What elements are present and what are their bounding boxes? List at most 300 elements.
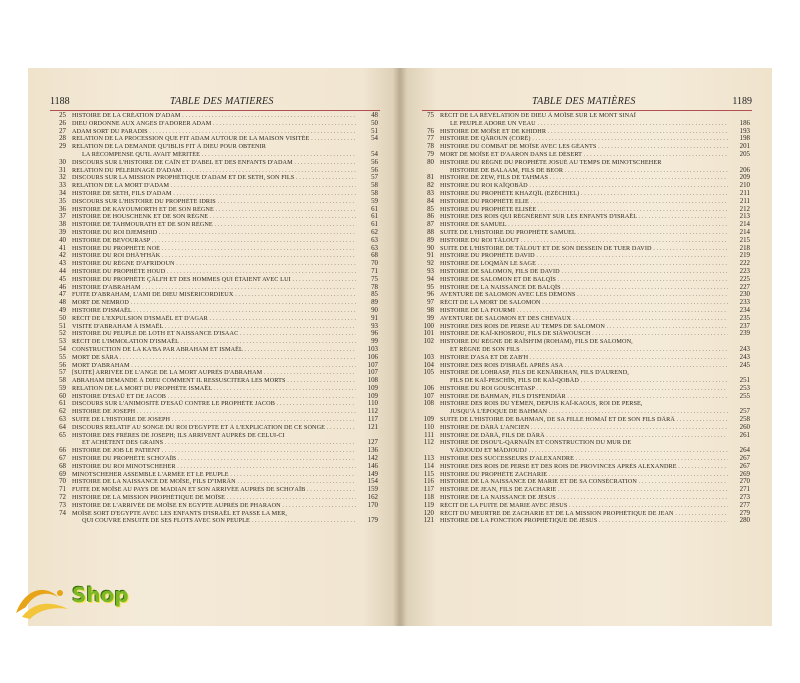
toc-entry-number: 48: [59, 299, 66, 307]
toc-entry-number: 77: [427, 135, 434, 143]
toc-entry-title: HISTOIRE DES ROIS QUI RÉGNÈRENT SUR LES ENFANTS D'ISRAËL . . .: [440, 213, 728, 221]
toc-entry-number: 66: [59, 447, 66, 455]
toc-entry-title: RELATION DU PÈLERINAGE D'ADAM . . .: [72, 167, 356, 175]
toc-entry-title: HISTOIRE DE MOÏSE ET DE KHIDHR . . .: [440, 128, 728, 136]
toc-entry-number: 38: [59, 221, 66, 229]
toc-entry-title: HISTOIRE DU RÈGNE DU PROPHÈTE JOSUÉ AU TEMPS DE MINOTSCHEHER: [440, 158, 662, 166]
toc-entry-title: SUITE DE L'HISTOIRE DU PROPHÈTE SAMUEL . . .: [440, 229, 728, 237]
toc-entry-number: 101: [423, 330, 434, 338]
toc-entry: [418, 330, 750, 338]
toc-entry-page: 96: [371, 330, 378, 338]
toc-entry-number: 31: [59, 166, 66, 174]
toc-entry-number: 83: [427, 189, 434, 197]
toc-entry-number: 71: [59, 486, 66, 494]
toc-entry: [50, 174, 378, 182]
toc-entry-page: 51: [371, 127, 378, 135]
toc-entry: [418, 284, 750, 292]
toc-entry-page: 264: [739, 447, 750, 455]
toc-entry: [50, 120, 378, 128]
toc-entry-number: 92: [427, 260, 434, 268]
toc-entry-page: 91: [371, 314, 378, 322]
toc-entry-page: 227: [739, 283, 750, 291]
toc-entry-number: 78: [427, 143, 434, 151]
toc-entry: [50, 307, 378, 315]
toc-entry-page: 258: [739, 416, 750, 424]
toc-entry-number: 108: [423, 400, 434, 408]
toc-entry-title: HISTOIRE DE HOUSCHENK ET DE SON RÈGNE . . .: [72, 213, 356, 221]
toc-entry: [418, 393, 750, 401]
toc-entry: [50, 229, 378, 237]
toc-entry-page: 206: [739, 166, 750, 174]
toc-entry-number: 68: [59, 462, 66, 470]
toc-entry-page: 117: [367, 416, 378, 424]
toc-entry-page: 225: [739, 275, 750, 283]
toc-entry: [50, 346, 378, 354]
toc-entry: [418, 245, 750, 253]
toc-entry: [50, 268, 378, 276]
toc-entry: [50, 439, 378, 447]
toc-entry: [418, 315, 750, 323]
toc-entry-title: HISTOIRE DU ROI KAÏQOBÂD . . .: [440, 182, 728, 190]
toc-entry: [418, 478, 750, 486]
toc-entry-page: 269: [739, 470, 750, 478]
toc-entry-page: 121: [367, 423, 378, 431]
toc-entry-title: MINOTSCHEHER ASSEMBLE L'ARMÉE ET LE PEUPLE . . .: [72, 471, 356, 479]
toc-entry-number: 115: [423, 470, 434, 478]
toc-entry-title: HISTOIRE DE SAMUEL . . .: [440, 221, 728, 229]
toc-entry: [50, 510, 378, 518]
toc-entry-page: 234: [739, 306, 750, 314]
toc-entry: [50, 159, 378, 167]
toc-entry: [50, 424, 378, 432]
toc-entry-title: HISTOIRE DE ZEW, FILS DE TAHMAS . . .: [440, 174, 728, 182]
toc-entry-page: 57: [371, 174, 378, 182]
toc-entry: [418, 323, 750, 331]
toc-entry-title: HISTOIRE DE LOQMÂN LE SAGE . . .: [440, 260, 728, 268]
toc-entry-page: 75: [371, 275, 378, 283]
toc-entry-page: 109: [367, 384, 378, 392]
toc-entry-number: 79: [427, 150, 434, 158]
toc-entry-title: MOÏSE SORT D'EGYPTE AVEC LES ENFANTS D'ISRAËL ET PASSE LA MER,: [72, 509, 287, 517]
toc-entry-page: 267: [739, 455, 750, 463]
toc-entry-title: HISTOIRE DU ROI GOUSCHTASP . . .: [440, 385, 728, 393]
toc-entry: [418, 159, 750, 167]
toc-entry-number: 51: [59, 322, 66, 330]
toc-entry-title: HISTOIRE DE LA MISSION PROPHÉTIQUE DE MOÏSE . . .: [72, 494, 356, 502]
toc-entry-page: 107: [367, 361, 378, 369]
toc-entry-title: HISTOIRE DE LA NAISSANCE DE JÉSUS . . .: [440, 494, 728, 502]
toc-entry-page: 223: [739, 267, 750, 275]
toc-entry-title: JUSQU'À L'ÉPOQUE DE BAHMAN . . .: [450, 408, 728, 416]
toc-entry-number: 114: [423, 462, 434, 470]
toc-entry-title: HISTOIRE DU RÈGNE DE RAÏSH'IM (ROHAM), FILS DE SALOMON,: [440, 338, 633, 346]
toc-entry-page: 50: [371, 119, 378, 127]
toc-entry-page: 253: [739, 384, 750, 392]
toc-entry-title: [SUITE] ARRIVÉE DE L'ANGE DE LA MORT AUPRÈS D'ABRAHAM . . .: [72, 369, 356, 377]
toc-entry: [50, 393, 378, 401]
toc-entry-title: HISTOIRE DE DÂRÂ L'ANCIEN . . .: [440, 424, 728, 432]
toc-entry: [50, 190, 378, 198]
toc-entry-title: AVENTURE DE SALOMON ET DES CHEVAUX . . .: [440, 315, 728, 323]
toc-entry-number: 36: [59, 205, 66, 213]
toc-entry: [418, 486, 750, 494]
toc-entry: [418, 112, 750, 120]
toc-entry-page: 70: [371, 260, 378, 268]
toc-entry-title: HISTOIRE DE TAHMOURATH ET DE SON RÈGNE . . .: [72, 221, 356, 229]
toc-entry-number: 96: [427, 291, 434, 299]
toc-entry-page: 146: [367, 462, 378, 470]
toc-entry: [50, 447, 378, 455]
toc-entry-page: 267: [739, 462, 750, 470]
toc-entry: [50, 151, 378, 159]
toc-entry-title: HISTOIRE DES ROIS DE PERSE AU TEMPS DE SALOMON . . .: [440, 323, 728, 331]
toc-entry-title: RÉCIT DE L'IMMOLATION D'ISMAËL . . .: [72, 338, 356, 346]
toc-entry: [418, 455, 750, 463]
toc-entry-page: 58: [371, 182, 378, 190]
toc-entry-title: HISTOIRE DES ROIS D'ISRAËL APRÈS ASA . . .: [440, 362, 728, 370]
toc-entry-number: 55: [59, 353, 66, 361]
toc-entry-page: 261: [739, 431, 750, 439]
toc-entry-page: 280: [739, 517, 750, 525]
toc-entry-number: 97: [427, 299, 434, 307]
toc-entry-page: 257: [739, 408, 750, 416]
toc-entry-title: RELATION DE LA MORT DU PROPHÈTE ISMAËL . . .: [72, 385, 356, 393]
toc-entry-number: 60: [59, 392, 66, 400]
toc-entry-page: 243: [739, 345, 750, 353]
toc-entry-page: 78: [371, 283, 378, 291]
toc-entry-page: 149: [367, 470, 378, 478]
toc-entry-page: 230: [739, 291, 750, 299]
toc-entry-title: HISTOIRE D'ABRAHAM . . .: [72, 284, 356, 292]
toc-entry-title: HISTOIRE DE LA CRÉATION D'ADAM . . .: [72, 112, 356, 120]
toc-entry-page: 162: [367, 494, 378, 502]
toc-entry: [418, 502, 750, 510]
toc-entry-page: 154: [367, 478, 378, 486]
toc-entry: [418, 268, 750, 276]
toc-entry: [418, 229, 750, 237]
toc-entry-number: 27: [59, 127, 66, 135]
toc-entry: [50, 494, 378, 502]
toc-entry-title: DISCOURS SUR L'HISTOIRE DU PROPHÈTE IDRIS . . .: [72, 198, 356, 206]
toc-entry-number: 33: [59, 182, 66, 190]
toc-entry: [50, 323, 378, 331]
toc-entry-title: CONSTRUCTION DE LA KA'BA PAR ABRAHAM ET ISMAËL . . .: [72, 346, 356, 354]
toc-entry: [418, 447, 750, 455]
toc-entry-number: 99: [427, 314, 434, 322]
toc-entry-page: 54: [371, 135, 378, 143]
toc-entry-title: HISTOIRE DU PROPHÈTE DAVID . . .: [440, 252, 728, 260]
toc-entry-number: 35: [59, 197, 66, 205]
toc-entry-page: 48: [371, 112, 378, 119]
toc-entry: [50, 276, 378, 284]
toc-entry-number: 59: [59, 384, 66, 392]
toc-entry-page: 61: [371, 205, 378, 213]
toc-entry: [418, 291, 750, 299]
toc-entry: [50, 432, 378, 440]
toc-entry: [50, 252, 378, 260]
toc-entry-number: 116: [423, 478, 434, 486]
toc-entry-number: 61: [59, 400, 66, 408]
toc-entry-number: 69: [59, 470, 66, 478]
toc-entry: [50, 517, 378, 525]
toc-entry-number: 82: [427, 182, 434, 190]
toc-entry-title: LA RÉCOMPENSE QU'IL AVAIT MÉRITÉE . . .: [82, 151, 356, 159]
toc-entry: [418, 463, 750, 471]
toc-entry-page: 214: [739, 221, 750, 229]
toc-entry-page: 159: [367, 486, 378, 494]
toc-entry: [418, 510, 750, 518]
toc-entry-number: 62: [59, 408, 66, 416]
toc-entry-title: HISTOIRE DU ROI TÂLOUT . . .: [440, 237, 728, 245]
toc-entry-title: HISTOIRE DU PROPHÈTE KHAZQÎL (EZÉCHIEL) . . .: [440, 190, 728, 198]
toc-entry-page: 61: [371, 213, 378, 221]
right-header-rule: [422, 110, 752, 111]
toc-entry-number: 52: [59, 330, 66, 338]
shop-logo: [12, 575, 162, 625]
toc-entry-title: HISTOIRE DE KAYOUMORTH ET DE SON RÈGNE . . .: [72, 206, 356, 214]
toc-entry-page: 222: [739, 260, 750, 268]
toc-entry-page: 63: [371, 244, 378, 252]
toc-entry-page: 243: [739, 353, 750, 361]
toc-entry: [50, 463, 378, 471]
toc-entry-page: 89: [371, 299, 378, 307]
toc-entry: [418, 424, 750, 432]
toc-entry-title: RÉCIT DE LA FUITE DE MARIE AVEC JÉSUS . . .: [440, 502, 728, 510]
toc-entry-page: 68: [371, 252, 378, 260]
toc-entry-page: 106: [367, 353, 378, 361]
toc-entry-title: HISTOIRE DE LA NAISSANCE DE MARIE ET DE SA CONSÉCRATION . . .: [440, 478, 728, 486]
toc-entry: [418, 362, 750, 370]
toc-entry-page: 170: [367, 501, 378, 509]
toc-entry: [50, 385, 378, 393]
toc-entry-number: 107: [423, 392, 434, 400]
toc-entry: [50, 299, 378, 307]
toc-entry: [418, 182, 750, 190]
left-page-title: TABLE DES MATIERES: [170, 96, 274, 107]
toc-entry-page: 109: [367, 392, 378, 400]
toc-entry: [418, 494, 750, 502]
toc-entry-title: HISTOIRE DU COMBAT DE MOÏSE AVEC LES GÉANTS . . .: [440, 143, 728, 151]
toc-entry-number: 65: [59, 431, 66, 439]
toc-entry: [50, 213, 378, 221]
toc-entry-title: FUITE D'ABRAHAM, L'AMI DE DIEU MISÉRICORDIEUX . . .: [72, 291, 356, 299]
toc-entry-number: 75: [427, 112, 434, 119]
toc-entry-number: 30: [59, 158, 66, 166]
toc-entry-title: ET RÈGNE DE SON FILS . . .: [450, 346, 728, 354]
toc-entry: [418, 369, 750, 377]
toc-entry: [418, 408, 750, 416]
toc-entry-title: HISTOIRE DU PROPHÈTE ÇÂLI'H ET DES HOMMES QUI ÉTAIENT AVEC LUI . . .: [72, 276, 356, 284]
toc-entry-page: 58: [371, 189, 378, 197]
toc-entry-page: 85: [371, 291, 378, 299]
toc-entry: [50, 221, 378, 229]
toc-entry-page: 237: [739, 322, 750, 330]
toc-entry: [50, 112, 378, 120]
toc-entry-title: HISTOIRE DE JOB LE PATIENT . . .: [72, 447, 356, 455]
toc-entry: [418, 190, 750, 198]
toc-entry-title: MORT DE SÂRA . . .: [72, 354, 356, 362]
toc-entry-title: MORT D'ABRAHAM . . .: [72, 362, 356, 370]
left-page-header: [50, 96, 380, 110]
toc-entry-page: 54: [371, 150, 378, 158]
toc-entry: [418, 432, 750, 440]
toc-entry-page: 235: [739, 314, 750, 322]
toc-entry-title: HISTOIRE DE SALOMON ET DE BALQÎS . . .: [440, 276, 728, 284]
toc-entry-page: 271: [739, 486, 750, 494]
toc-entry: [50, 408, 378, 416]
toc-entry-number: 86: [427, 213, 434, 221]
toc-entry-number: 113: [423, 455, 434, 463]
toc-entry-title: HISTOIRE DE BALAAM, FILS DE BEOR . . .: [450, 167, 728, 175]
toc-entry: [418, 151, 750, 159]
toc-entry-page: 245: [739, 361, 750, 369]
toc-entry-title: HISTOIRE DES ROIS DE PERSE ET DES ROIS DE PROVINCES APRÈS ALEXANDRE . . .: [440, 463, 728, 471]
toc-entry-number: 104: [423, 361, 434, 369]
toc-entry-page: 201: [739, 143, 750, 151]
toc-entry-number: 58: [59, 377, 66, 385]
toc-entry: [50, 182, 378, 190]
toc-entry-title: SUITE DE L'HISTOIRE DE TÂLOUT ET DE SON DESSEIN DE TUER DAVID . . .: [440, 245, 728, 253]
toc-entry-number: 102: [423, 338, 434, 346]
toc-entry-number: 94: [427, 275, 434, 283]
swirl-icon: [12, 583, 72, 621]
toc-entry-number: 56: [59, 361, 66, 369]
toc-entry-number: 40: [59, 236, 66, 244]
toc-entry-number: 119: [423, 501, 434, 509]
toc-entry-page: 136: [367, 447, 378, 455]
toc-entry-title: DISCOURS SUR L'ANIMOSITÉ D'ESAÜ CONTRE LE PROPHÈTE JACOB . . .: [72, 400, 356, 408]
toc-entry: [418, 213, 750, 221]
toc-entry: [50, 143, 378, 151]
toc-entry-number: 28: [59, 135, 66, 143]
toc-entry-page: 63: [371, 236, 378, 244]
toc-entry-page: 56: [371, 166, 378, 174]
toc-entry-title: HISTOIRE DE DÂRÂ, FILS DE DÂRÂ . . .: [440, 432, 728, 440]
toc-entry: [50, 206, 378, 214]
toc-entry: [418, 517, 750, 525]
toc-entry-title: HISTOIRE DE JOSEPH . . .: [72, 408, 356, 416]
toc-entry-page: 186: [739, 119, 750, 127]
toc-entry-number: 95: [427, 283, 434, 291]
toc-entry-number: 118: [423, 494, 434, 502]
toc-entry-title: MORT DE NEMROD . . .: [72, 299, 356, 307]
toc-entry-number: 25: [59, 112, 66, 119]
toc-entry-page: 142: [367, 455, 378, 463]
left-toc-list: [50, 112, 378, 525]
toc-entry-page: 211: [739, 197, 750, 205]
toc-entry-title: FUITE DE MOÏSE AU PAYS DE MADIAN ET SON ARRIVÉE AUPRÈS DE SCHO'AÏB . . .: [72, 486, 356, 494]
toc-entry-number: 64: [59, 423, 66, 431]
toc-entry: [50, 128, 378, 136]
toc-entry: [50, 377, 378, 385]
toc-entry-page: 215: [739, 236, 750, 244]
toc-entry-title: AVENTURE DE SALOMON AVEC LES DÉMONS . . .: [440, 291, 728, 299]
toc-entry-number: 45: [59, 275, 66, 283]
toc-entry-title: FILS DE KAÏ-PESCHÎN, FILS DE KAÏ-QOBÂD . . .: [450, 377, 728, 385]
toc-entry: [418, 346, 750, 354]
toc-entry-title: HISTOIRE DES SUCCESSEURS D'ALEXANDRE . . .: [440, 455, 728, 463]
toc-entry: [418, 299, 750, 307]
toc-entry-title: ET ACHÈTENT DES GRAINS . . .: [82, 439, 356, 447]
toc-entry-number: 72: [59, 494, 66, 502]
toc-entry: [418, 400, 750, 408]
toc-entry-page: 56: [371, 158, 378, 166]
toc-entry: [50, 315, 378, 323]
toc-entry-title: HISTOIRE DU ROI DJEMSHID . . .: [72, 229, 356, 237]
toc-entry-title: HISTOIRE DU PROPHÈTE SCHO'AÏB . . .: [72, 455, 356, 463]
toc-entry-title: DISCOURS SUR LA MISSION PROPHÉTIQUE D'ADAM ET DE SETH, SON FILS . . .: [72, 174, 356, 182]
toc-entry-number: 46: [59, 283, 66, 291]
toc-entry: [50, 354, 378, 362]
toc-entry-page: 214: [739, 228, 750, 236]
toc-entry-page: 179: [367, 517, 378, 525]
toc-entry-title: QUI COUVRE ENSUITE DE SES FLOTS AVEC SON PEUPLE . . .: [82, 517, 356, 525]
toc-entry-number: 100: [423, 322, 434, 330]
toc-entry: [50, 291, 378, 299]
toc-entry: [50, 167, 378, 175]
toc-entry-number: 112: [423, 439, 434, 447]
left-page: [28, 68, 400, 626]
toc-entry-number: 98: [427, 306, 434, 314]
toc-entry: [418, 260, 750, 268]
toc-entry-page: 112: [367, 408, 378, 416]
toc-entry-title: DISCOURS SUR L'HISTOIRE DE CAÏN ET D'ABEL ET DES ENFANTS D'ADAM . . .: [72, 159, 356, 167]
toc-entry-page: 62: [371, 228, 378, 236]
toc-entry-title: RELATION DE LA PROCESSION QUE FIT ADAM AUTOUR DE LA MAISON VISITÉE . . .: [72, 135, 356, 143]
left-page-number: 1188: [50, 96, 70, 107]
toc-entry-page: 251: [739, 377, 750, 385]
toc-entry-title: RELATION DE LA MORT D'ADAM . . .: [72, 182, 356, 190]
toc-entry-page: 211: [739, 189, 750, 197]
toc-entry: [418, 120, 750, 128]
toc-entry: [418, 174, 750, 182]
toc-entry-number: 91: [427, 252, 434, 260]
toc-entry-number: 85: [427, 205, 434, 213]
toc-entry-title: HISTOIRE DU ROI DHÂ'H'HÂK . . .: [72, 252, 356, 260]
toc-entry-number: 42: [59, 252, 66, 260]
toc-entry-number: 70: [59, 478, 66, 486]
toc-entry-number: 81: [427, 174, 434, 182]
toc-entry-title: SUITE DE L'HISTOIRE DE JOSEPH . . .: [72, 416, 356, 424]
toc-entry-title: RÉCIT DE L'EXPULSION D'ISMAËL ET D'AGAR . . .: [72, 315, 356, 323]
toc-entry-number: 34: [59, 189, 66, 197]
toc-entry: [50, 362, 378, 370]
toc-entry: [50, 455, 378, 463]
toc-entry-title: HISTOIRE DU PROPHÈTE ELISÉE . . .: [440, 206, 728, 214]
toc-entry-number: 53: [59, 338, 66, 346]
toc-entry-number: 54: [59, 345, 66, 353]
toc-entry-title: DIEU ORDONNE AUX ANGES D'ADORER ADAM . . .: [72, 120, 356, 128]
book-gutter: [393, 68, 407, 626]
toc-entry-title: HISTOIRE DE BEVOURASP . . .: [72, 237, 356, 245]
toc-entry-number: 44: [59, 267, 66, 275]
toc-entry-number: 67: [59, 455, 66, 463]
toc-entry-page: 273: [739, 494, 750, 502]
toc-entry-page: 103: [367, 345, 378, 353]
toc-entry-page: 213: [739, 213, 750, 221]
toc-entry-title: ADAM SORT DU PARADIS . . .: [72, 128, 356, 136]
toc-entry-number: 37: [59, 213, 66, 221]
toc-entry: [50, 245, 378, 253]
toc-entry-number: 88: [427, 228, 434, 236]
toc-entry-title: HISTOIRE DE LOHRASP, FILS DE KENÂRKHAN, FILS D'AUREND,: [440, 369, 629, 377]
toc-entry: [50, 135, 378, 143]
toc-entry: [418, 377, 750, 385]
toc-entry: [50, 400, 378, 408]
open-book: [28, 68, 772, 626]
toc-entry-page: 198: [739, 135, 750, 143]
toc-entry-page: 107: [367, 369, 378, 377]
